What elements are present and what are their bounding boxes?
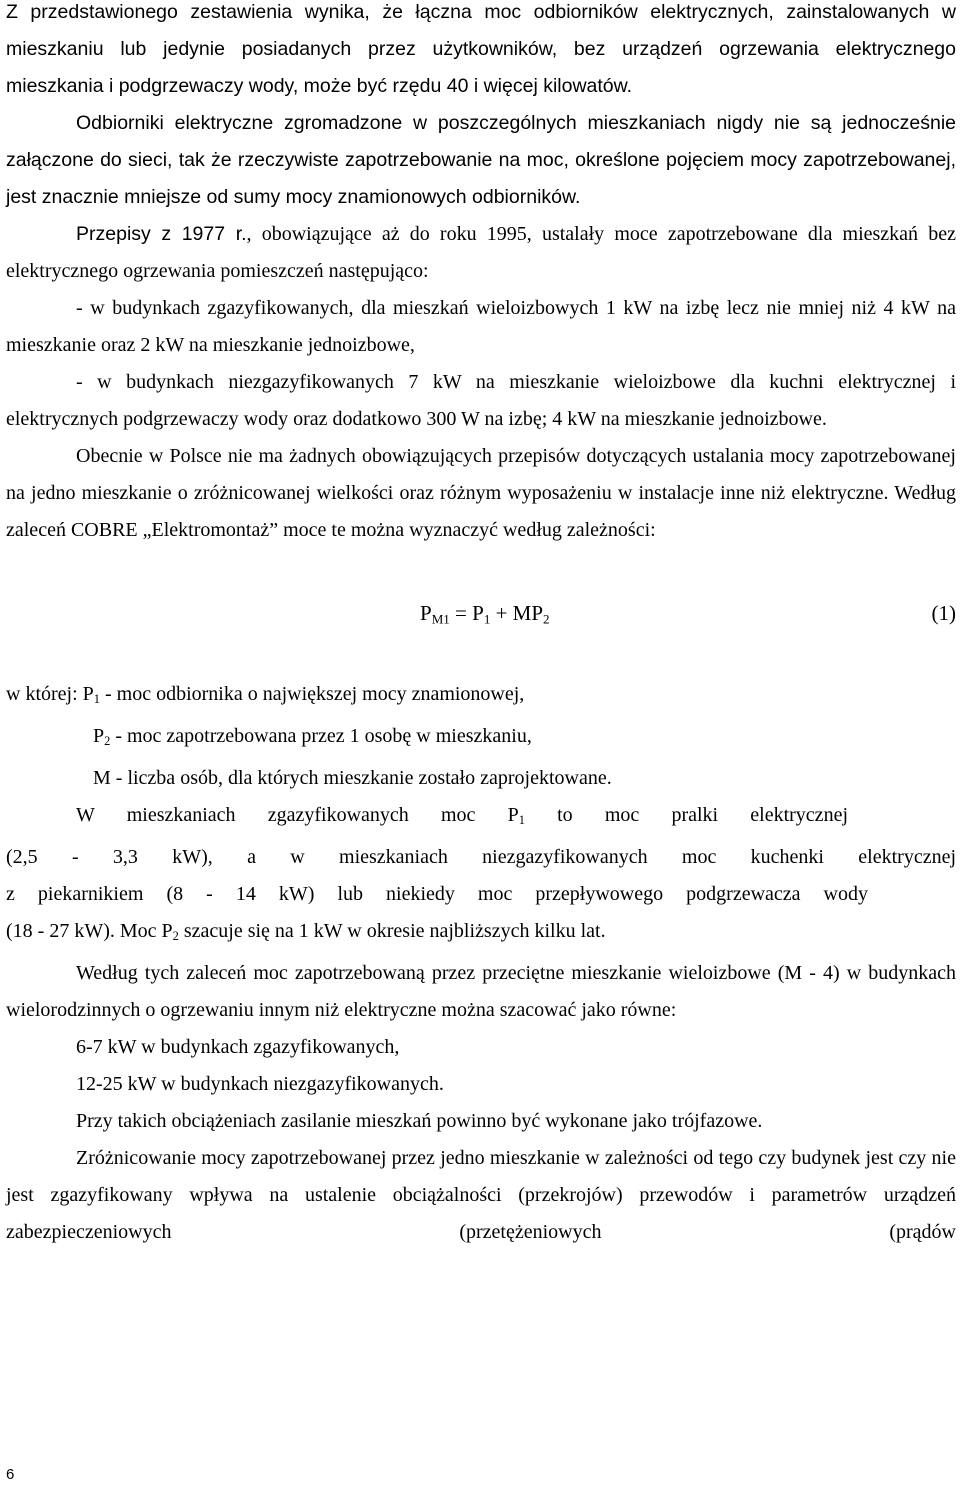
bullet-item-2: - w budynkach niezgazyfikowanych 7 kW na mieszkanie wieloizbowe dla kuchni elektrycznej i elektrycznych podgrzewaczy wody oraz dodatkowo 300 W na izbę; 4 kW na mieszkanie jednoizbowe. — [6, 371, 956, 430]
paragraph-3-rest: , obowiązujące aż do roku 1995, ustalały moce zapotrzebowane dla mieszkań bez elektrycznego ogrzewania pomieszczeń następująco: — [6, 223, 956, 282]
bullet-item-1: - w budynkach zgazyfikowanych, dla mieszkań wieloizbowych 1 kW na izbę lecz nie mniej niż 4 kW na mieszkanie oraz 2 kW na mieszkanie jednoizbowe, — [6, 297, 956, 356]
paragraph-6: Według tych zaleceń moc zapotrzebowaną przez przeciętne mieszkanie wieloizbowe (M - 4) w budynkach wielorodzinnych o ogrzewaniu innym niż elektryczne można szacować jako równe: — [6, 962, 956, 1022]
paragraph-5-line-4: (18 - 27 kW). Moc $P_2$ szacuje się na 1 kW w okresie najbliższych kilku lat. — [6, 920, 606, 944]
paragraph-4: Obecnie w Polsce nie ma żadnych obowiązujących przepisów dotyczących ustalania mocy zapotrzebowanej na jedno mieszkanie o zróżnicowanej wielkości oraz różnym wyposażeniu w instalacje inne niż elektryczne. Według zaleceń COBRE „Elektromontaż” moce te można wyznaczyć według zależności: — [6, 445, 956, 541]
paragraph-2: Odbiorniki elektryczne zgromadzone w poszczególnych mieszkaniach nigdy nie są jednocześnie załączone do sieci, tak że rzeczywiste zapotrzebowanie na moc, określone pojęciem mocy zapotrzebowanej, jest znacznie mniejsze od sumy mocy znamionowych odbiorników. — [6, 112, 956, 208]
page-number: 6 — [6, 1466, 15, 1483]
where-line-3: M - liczba osób, dla których mieszkanie zostało zaprojektowane. — [93, 767, 612, 790]
equation-number: (1) — [931, 601, 956, 625]
equation-expression: $P_{M1} = P_1 + MP_2$ — [420, 601, 550, 627]
paragraph-7: Przy takich obciążeniach zasilanie mieszkań powinno być wykonane jako trójfazowe. — [76, 1110, 763, 1133]
paragraph-8: Zróżnicowanie mocy zapotrzebowanej przez jedno mieszkanie w zależności od tego czy budynek jest czy nie jest zgazyfikowany wpływa na ustalenie obciążalności (przekrojów) przewodów i parametrów urządzeń zabezpieczeniowych (przetężeniowych (prądów — [6, 1147, 956, 1244]
where-line-1: w której: $P_1$ - moc odbiornika o największej mocy znamionowej, — [6, 683, 525, 707]
document-page — [6, 0, 956, 1251]
paragraph-1: Z przedstawionego zestawienia wynika, że łączna moc odbiorników elektrycznych, zainstalowanych w mieszkaniu lub jedynie posiadanych przez użytkowników, bez urządzeń ogrzewania elektrycznego mieszkania i podgrzewaczy wody, może być rzędu 40 i więcej kilowatów. — [6, 1, 956, 97]
paragraph-5 — [6, 797, 956, 955]
paragraph-5-line-2: (2,5 - 3,3 kW), a w mieszkaniach niezgazyfikowanych moc kuchenki elektrycznej — [6, 846, 956, 869]
equation — [6, 601, 956, 638]
paragraph-3-lead: Przepisy z 1977 r. — [76, 223, 247, 245]
paragraph-5-line-3: z piekarnikiem (8 - 14 kW) lub niekiedy moc przepływowego podgrzewacza wody — [6, 883, 868, 906]
list-item-1: 6-7 kW w budynkach zgazyfikowanych, — [76, 1036, 400, 1059]
list-item-2: 12-25 kW w budynkach niezgazyfikowanych. — [76, 1073, 444, 1096]
where-clause — [6, 676, 956, 797]
paragraph-5-line-1: W mieszkaniach zgazyfikowanych moc $P_1$ to moc pralki elektrycznej — [76, 804, 848, 828]
where-line-2: $P_2$ - moc zapotrzebowana przez 1 osobę w mieszkaniu, — [93, 725, 532, 749]
paragraph-3 — [6, 216, 956, 290]
